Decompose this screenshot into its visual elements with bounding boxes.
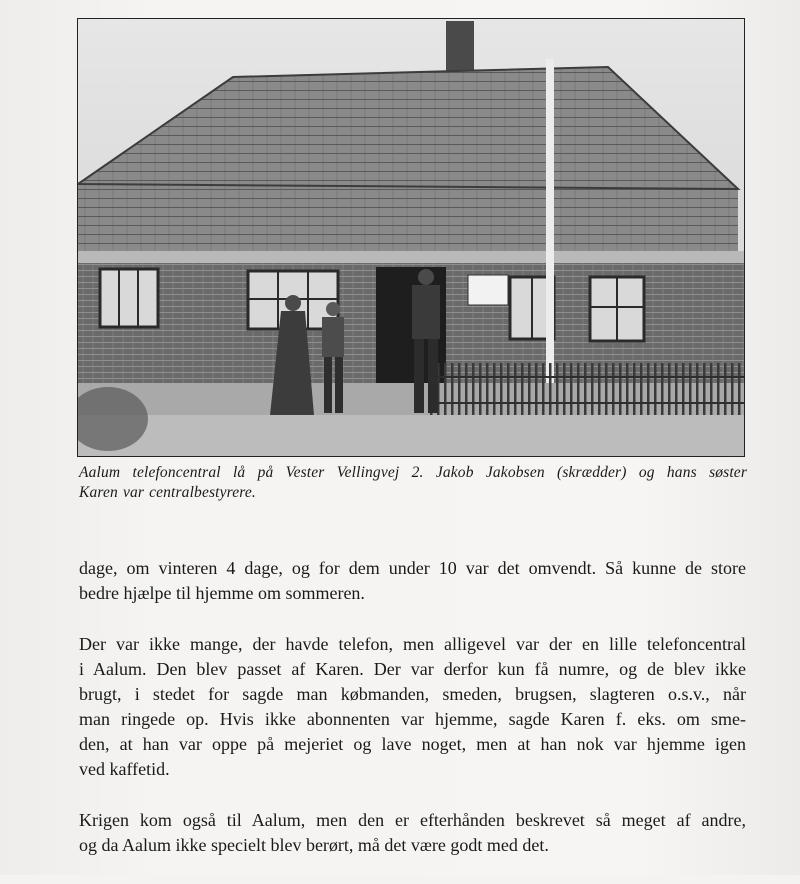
text-line: Der var ikke mange, der havde telefon, men alligevel var der en lille telefoncentral (79, 634, 746, 654)
picket-fence (428, 363, 744, 415)
text-line: i Aalum. Den blev passet af Karen. Der var derfor kun få numre, og de blev ikke (79, 659, 746, 679)
body-text (79, 556, 746, 884)
text-line: Krigen kom også til Aalum, men den er efterhånden beskrevet så meget af andre, (79, 810, 746, 830)
text-line: og da Aalum ikke specielt blev berørt, må det være godt med det. (79, 835, 549, 855)
text-line: bedre hjælpe til hjemme om sommeren. (79, 583, 365, 603)
paragraph (79, 632, 746, 782)
text-line: den, at han var oppe på mejeriet og lave noget, men at han nok var hjemme igen (79, 734, 746, 754)
text-line: ved kaffetid. (79, 759, 170, 779)
text-line: man ringede op. Hvis ikke abonnenten var hjemme, sagde Karen f. eks. om sme- (79, 709, 746, 729)
shop-sign (468, 275, 508, 305)
text-line: brugt, i stedet for sagde man købmanden, smeden, brugsen, slagteren o.s.v., når (79, 684, 746, 704)
house-photograph (77, 18, 745, 457)
text-line: dage, om vinteren 4 dage, og for dem under 10 var det omvendt. Så kunne de store (79, 558, 746, 578)
paragraph (79, 808, 746, 858)
caption-line: Aalum telefoncentral lå på Vester Vellingvej 2. Jakob Jakobsen (skrædder) og hans søster (79, 464, 747, 481)
caption-line: Karen var centralbestyrere. (79, 484, 256, 501)
paragraph (79, 556, 746, 606)
telephone-pole (546, 59, 554, 389)
photo-caption (79, 463, 747, 503)
photo-illustration (78, 19, 744, 456)
